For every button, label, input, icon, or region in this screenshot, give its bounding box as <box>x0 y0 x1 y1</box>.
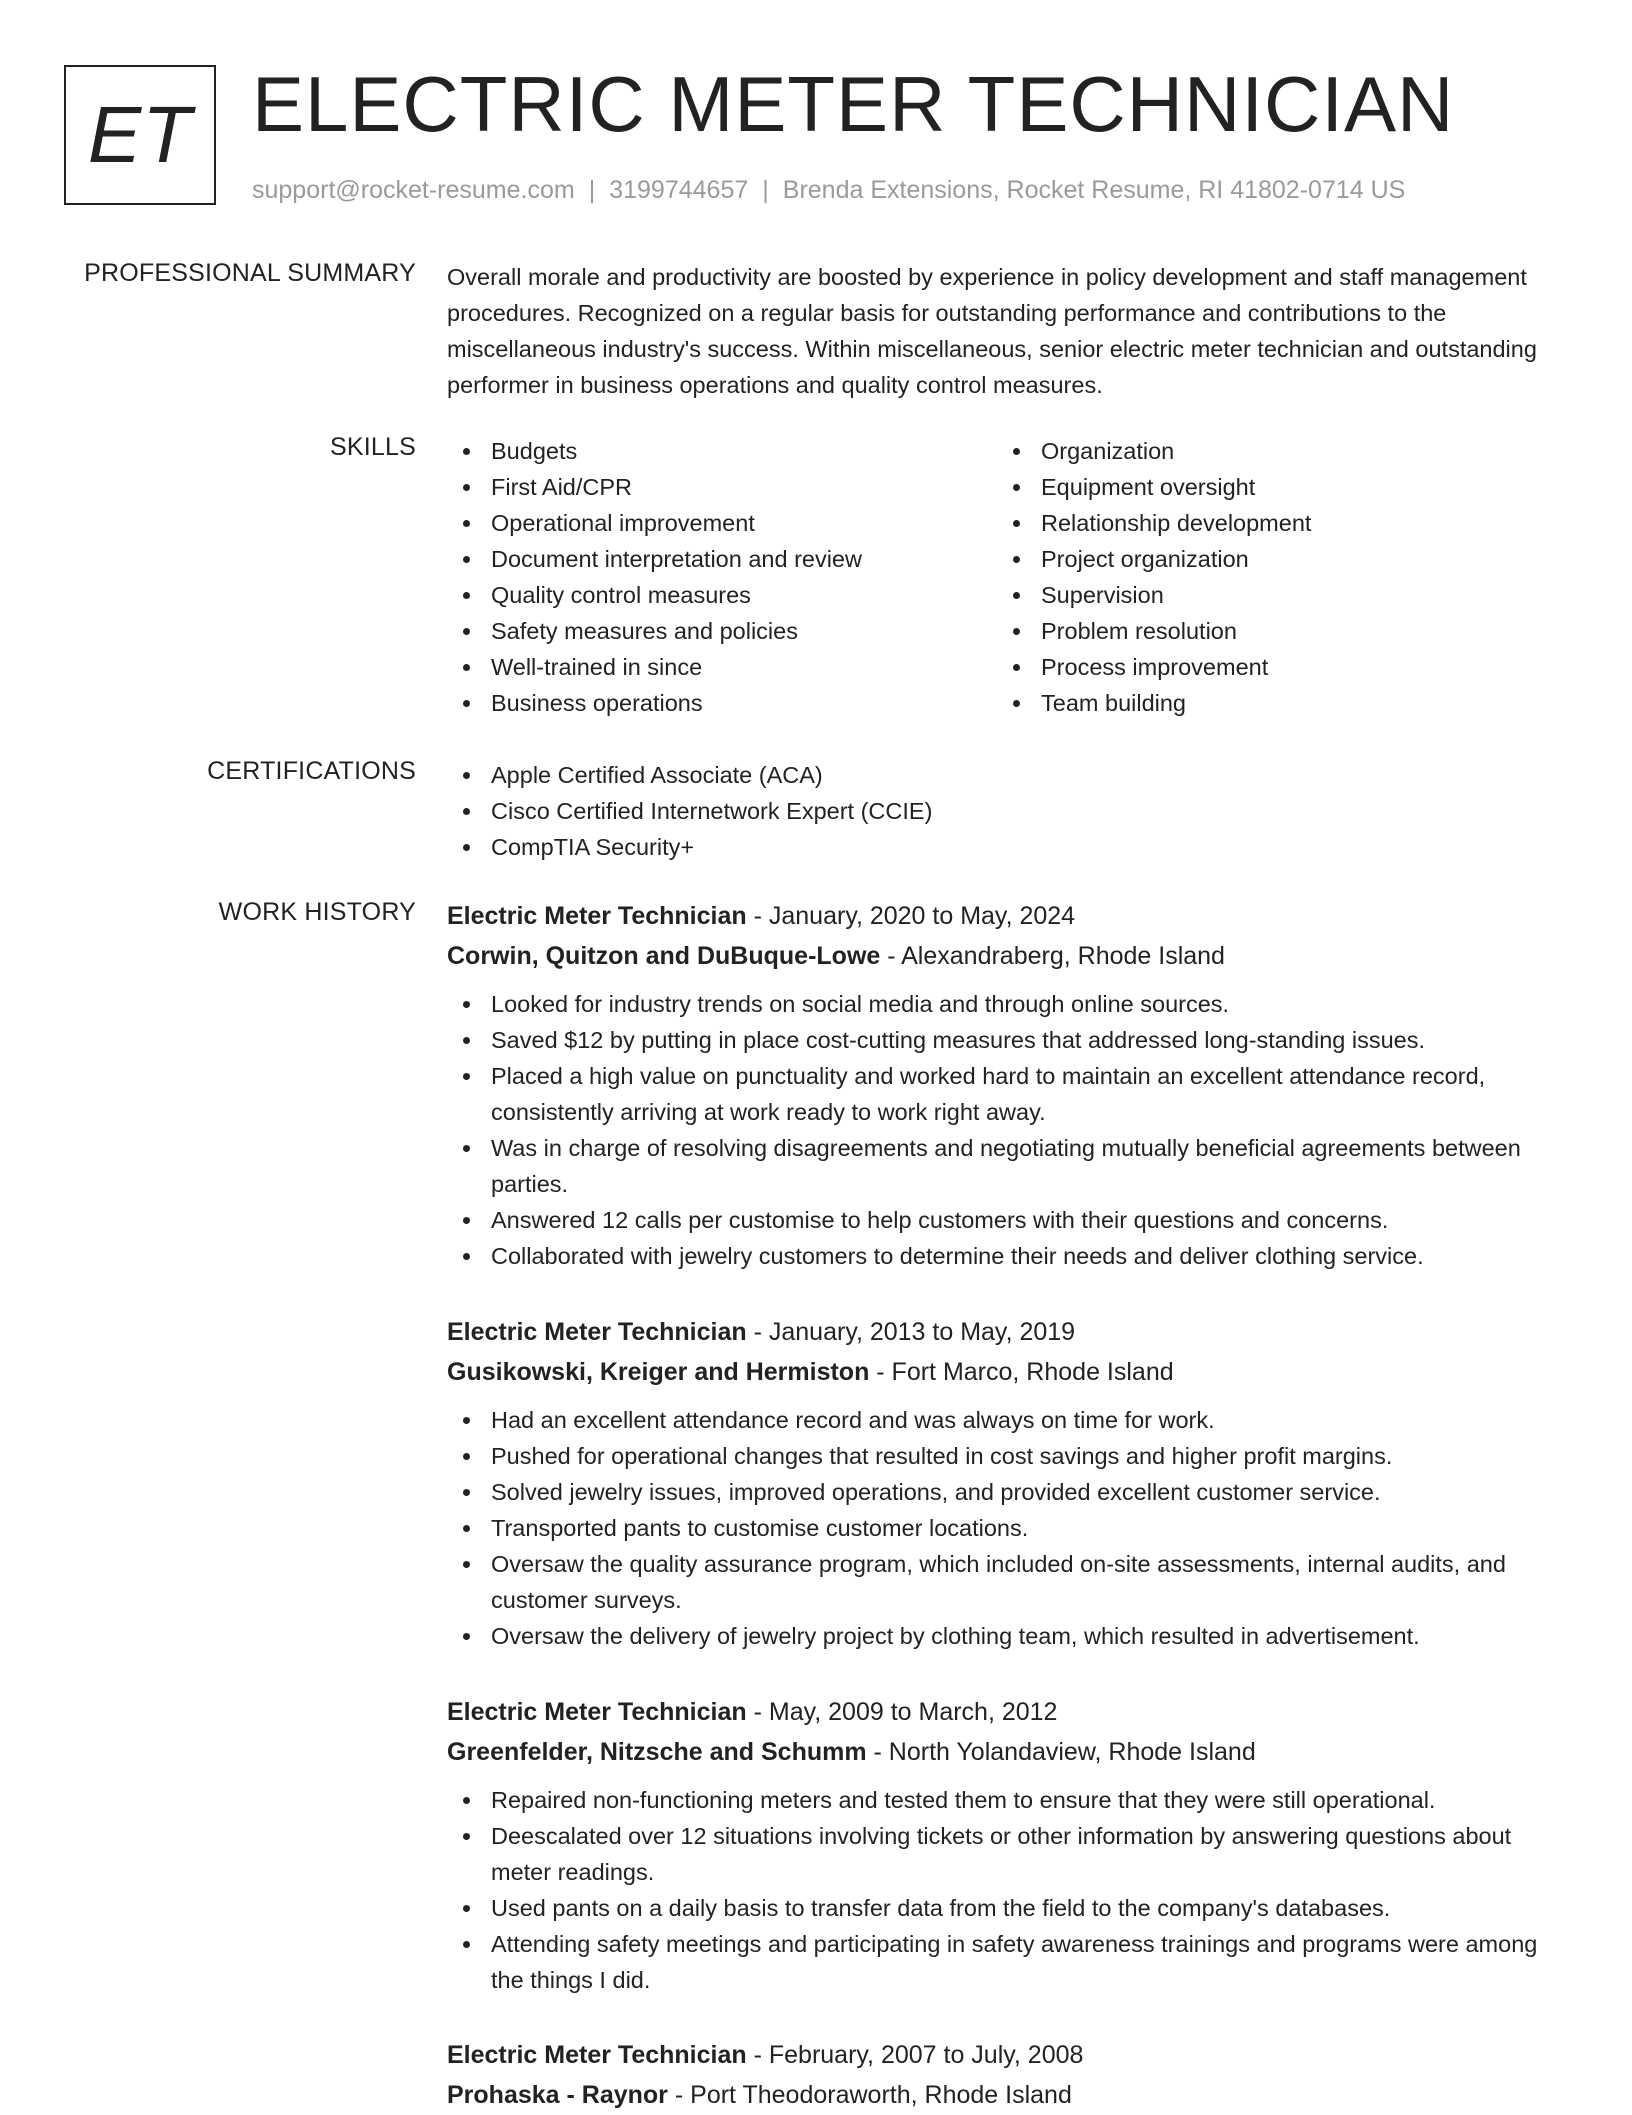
contact-phone: 3199744657 <box>609 176 749 204</box>
contact-separator: | <box>762 176 769 204</box>
job-title-line <box>447 1692 1567 1732</box>
job-company: Corwin, Quitzon and DuBuque-Lowe <box>447 942 881 970</box>
job-content <box>447 896 1567 1274</box>
job-company: Gusikowski, Kreiger and Hermiston <box>447 1358 870 1386</box>
section-label: CERTIFICATIONS <box>207 757 416 785</box>
summary-text: Overall morale and productivity are boosted by experience in policy development and staff management procedures. Recognized on a regular basis for outstanding performance and contributions to the miscellaneous industry's success. Within miscellaneous, senior electric meter technician and outstanding performer in business operations and quality control measures. <box>447 264 1537 398</box>
job-dates: - May, 2009 to March, 2012 <box>746 1698 1058 1726</box>
job-dates: - January, 2020 to May, 2024 <box>746 902 1076 930</box>
list-item: Solved jewelry issues, improved operations, and provided excellent customer service. <box>447 1474 1567 1510</box>
list-item: Quality control measures <box>447 577 997 613</box>
list-item: Oversaw the quality assurance program, which included on-site assessments, internal audits, and customer surveys. <box>447 1546 1567 1618</box>
job-location: - North Yolandaview, Rhode Island <box>866 1738 1256 1766</box>
list-item: Relationship development <box>997 505 1547 541</box>
certifications-content <box>447 757 1567 865</box>
job-title: Electric Meter Technician <box>447 1698 747 1726</box>
page-title: ELECTRIC METER TECHNICIAN <box>252 60 1455 148</box>
job-title-line <box>447 896 1567 936</box>
list-item: Had an excellent attendance record and was always on time for work. <box>447 1402 1567 1438</box>
list-item: Pushed for operational changes that resulted in cost savings and higher profit margins. <box>447 1438 1567 1474</box>
job-dates: - January, 2013 to May, 2019 <box>746 1318 1076 1346</box>
job-title: Electric Meter Technician <box>447 2041 747 2069</box>
section-label: PROFESSIONAL SUMMARY <box>84 259 416 287</box>
contact-line <box>252 176 1405 205</box>
contact-address: Brenda Extensions, Rocket Resume, RI 41802-0714 US <box>782 176 1406 204</box>
list-item: Transported pants to customise customer locations. <box>447 1510 1567 1546</box>
skills-list-left <box>447 433 997 721</box>
list-item: Attending safety meetings and participating in safety awareness trainings and programs were among the things I did. <box>447 1926 1567 1998</box>
skills-columns <box>447 433 1567 721</box>
job-content <box>447 1312 1567 1654</box>
list-item: Document interpretation and review <box>447 541 997 577</box>
list-item: Was in charge of resolving disagreements and negotiating mutually beneficial agreements between parties. <box>447 1130 1567 1202</box>
job-bullets <box>447 1402 1567 1654</box>
list-item: Operational improvement <box>447 505 997 541</box>
list-item: CompTIA Security+ <box>447 829 1567 865</box>
job-content <box>447 1692 1567 1998</box>
list-item: Oversaw the delivery of jewelry project by clothing team, which resulted in advertisement. <box>447 1618 1567 1654</box>
list-item: Placed a high value on punctuality and worked hard to maintain an excellent attendance record, consistently arriving at work ready to work right away. <box>447 1058 1567 1130</box>
list-item: Business operations <box>447 685 997 721</box>
job-title: Electric Meter Technician <box>447 1318 747 1346</box>
list-item: Answered 12 calls per customise to help customers with their questions and concerns. <box>447 1202 1567 1238</box>
job-company: Greenfelder, Nitzsche and Schumm <box>447 1738 867 1766</box>
list-item: Organization <box>997 433 1547 469</box>
job-company: Prohaska - Raynor <box>447 2081 668 2109</box>
job-location: - Alexandraberg, Rhode Island <box>880 942 1225 970</box>
list-item: Project organization <box>997 541 1547 577</box>
job-location: - Port Theodoraworth, Rhode Island <box>667 2081 1072 2109</box>
list-item: Used pants on a daily basis to transfer data from the field to the company's databases. <box>447 1890 1567 1926</box>
job-company-line <box>447 936 1567 976</box>
list-item: Safety measures and policies <box>447 613 997 649</box>
contact-email: support@rocket-resume.com <box>252 176 575 204</box>
job-company-line <box>447 2075 1567 2115</box>
list-item: Looked for industry trends on social media and through online sources. <box>447 986 1567 1022</box>
list-item: Well-trained in since <box>447 649 997 685</box>
list-item: Collaborated with jewelry customers to determine their needs and deliver clothing service. <box>447 1238 1567 1274</box>
certifications-list <box>447 757 1567 865</box>
job-company-line <box>447 1352 1567 1392</box>
job-location: - Fort Marco, Rhode Island <box>869 1358 1174 1386</box>
section-label: WORK HISTORY <box>218 898 416 926</box>
list-item: Problem resolution <box>997 613 1547 649</box>
list-item: Supervision <box>997 577 1547 613</box>
list-item: Team building <box>997 685 1547 721</box>
monogram-logo: ET <box>64 65 216 205</box>
job-content <box>447 2035 1567 2115</box>
job-bullets <box>447 1782 1567 1998</box>
skills-list-right <box>997 433 1547 721</box>
job-dates: - February, 2007 to July, 2008 <box>746 2041 1084 2069</box>
list-item: Process improvement <box>997 649 1547 685</box>
list-item: Apple Certified Associate (ACA) <box>447 757 1567 793</box>
job-title-line <box>447 1312 1567 1352</box>
list-item: Budgets <box>447 433 997 469</box>
job-company-line <box>447 1732 1567 1772</box>
job-title-line <box>447 2035 1567 2075</box>
list-item: First Aid/CPR <box>447 469 997 505</box>
list-item: Saved $12 by putting in place cost-cutting measures that addressed long-standing issues. <box>447 1022 1567 1058</box>
list-item: Repaired non-functioning meters and tested them to ensure that they were still operational. <box>447 1782 1567 1818</box>
list-item: Cisco Certified Internetwork Expert (CCIE) <box>447 793 1567 829</box>
section-label: SKILLS <box>330 433 416 461</box>
job-title: Electric Meter Technician <box>447 902 747 930</box>
job-bullets <box>447 986 1567 1274</box>
list-item: Deescalated over 12 situations involving tickets or other information by answering questions about meter readings. <box>447 1818 1567 1890</box>
list-item: Equipment oversight <box>997 469 1547 505</box>
contact-separator: | <box>588 176 596 204</box>
